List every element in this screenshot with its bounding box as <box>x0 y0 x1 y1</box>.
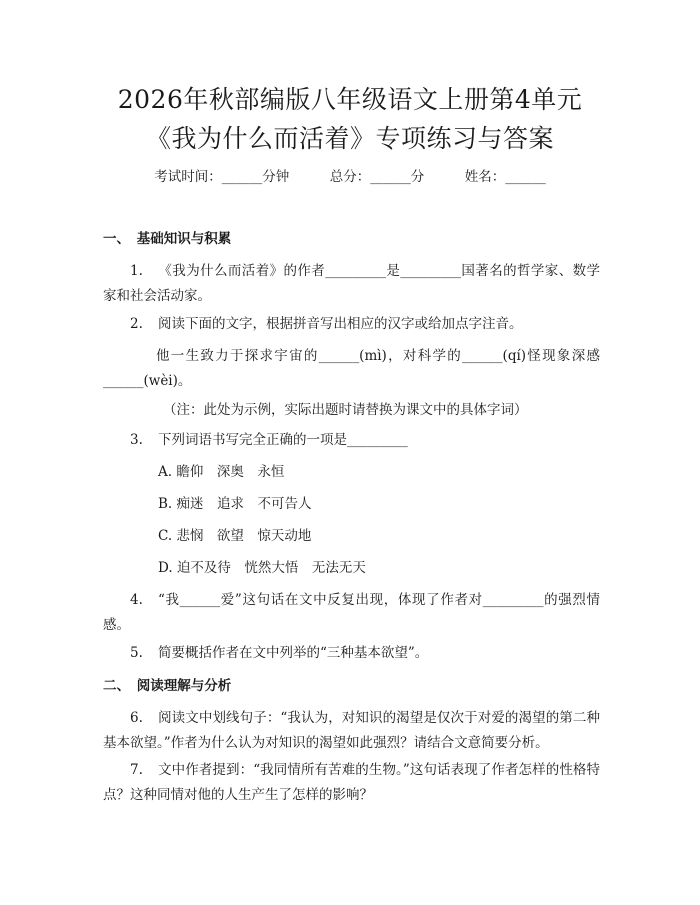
question-6 <box>103 706 600 756</box>
question-7 <box>103 758 600 808</box>
section-heading-basics: 一、 基础知识与积累 <box>103 231 232 247</box>
question-text: 下列词语书写完全正确的一项是_________ <box>158 432 408 448</box>
question-text: 《我为什么而活着》的作者_________是_________国著名的哲学家、数学家和社会活动家。 <box>103 263 600 304</box>
question-text: 阅读文中划线句子：“我认为，对知识的渴望是仅次于对爱的渴望的第二种基本欲望。”作者为什么认为对知识的渴望如此强烈？请结合文意简要分析。 <box>103 710 600 751</box>
exam-info-line <box>0 167 700 187</box>
page-title-line-1: 2026年秋部编版八年级语文上册第4单元 <box>117 85 583 114</box>
question-number: 3. <box>130 432 143 448</box>
exam-time-field: 考试时间：______分钟 <box>154 169 290 185</box>
question-2-note: （注：此处为示例，实际出题时请替换为课文中的具体字词） <box>163 402 528 418</box>
question-number: 4. <box>130 592 143 608</box>
page-title-line-2: 《我为什么而活着》专项练习与答案 <box>145 124 554 153</box>
question-text: 阅读下面的文字，根据拼音写出相应的汉字或给加点字注音。 <box>158 316 523 332</box>
option-a: A. 瞻仰 深奥 永恒 <box>158 464 285 480</box>
question-5 <box>103 641 600 666</box>
option-b: B. 痴迷 追求 不可告人 <box>158 496 312 512</box>
question-text: 文中作者提到：“我同情所有苦难的生物。”这句话表现了作者怎样的性格特点？这种同情对他的人生产生了怎样的影响？ <box>103 762 600 803</box>
student-name-field: 姓名：______ <box>464 169 546 185</box>
question-number: 5. <box>130 645 143 661</box>
question-1 <box>103 259 600 309</box>
question-2-passage: 他一生致力于探求宇宙的______(mì)，对科学的______(qí)怪现象深感______(wèi)。 <box>103 348 600 389</box>
option-d: D. 迫不及待 恍然大悟 无法无天 <box>158 560 366 576</box>
total-score-field: 总分：______分 <box>329 169 425 185</box>
question-number: 6. <box>130 710 143 726</box>
question-number: 2. <box>130 316 143 332</box>
question-4 <box>103 588 600 638</box>
question-number: 7. <box>130 762 143 778</box>
question-3 <box>103 428 600 453</box>
question-2 <box>103 312 600 337</box>
option-c: C. 悲悯 欲望 惊天动地 <box>158 528 312 544</box>
question-text: “我______爱”这句话在文中反复出现，体现了作者对_________的强烈情感。 <box>103 592 600 633</box>
section-heading-reading: 二、 阅读理解与分析 <box>103 678 232 694</box>
question-number: 1. <box>130 263 143 279</box>
question-text: 简要概括作者在文中列举的“三种基本欲望”。 <box>158 645 429 661</box>
